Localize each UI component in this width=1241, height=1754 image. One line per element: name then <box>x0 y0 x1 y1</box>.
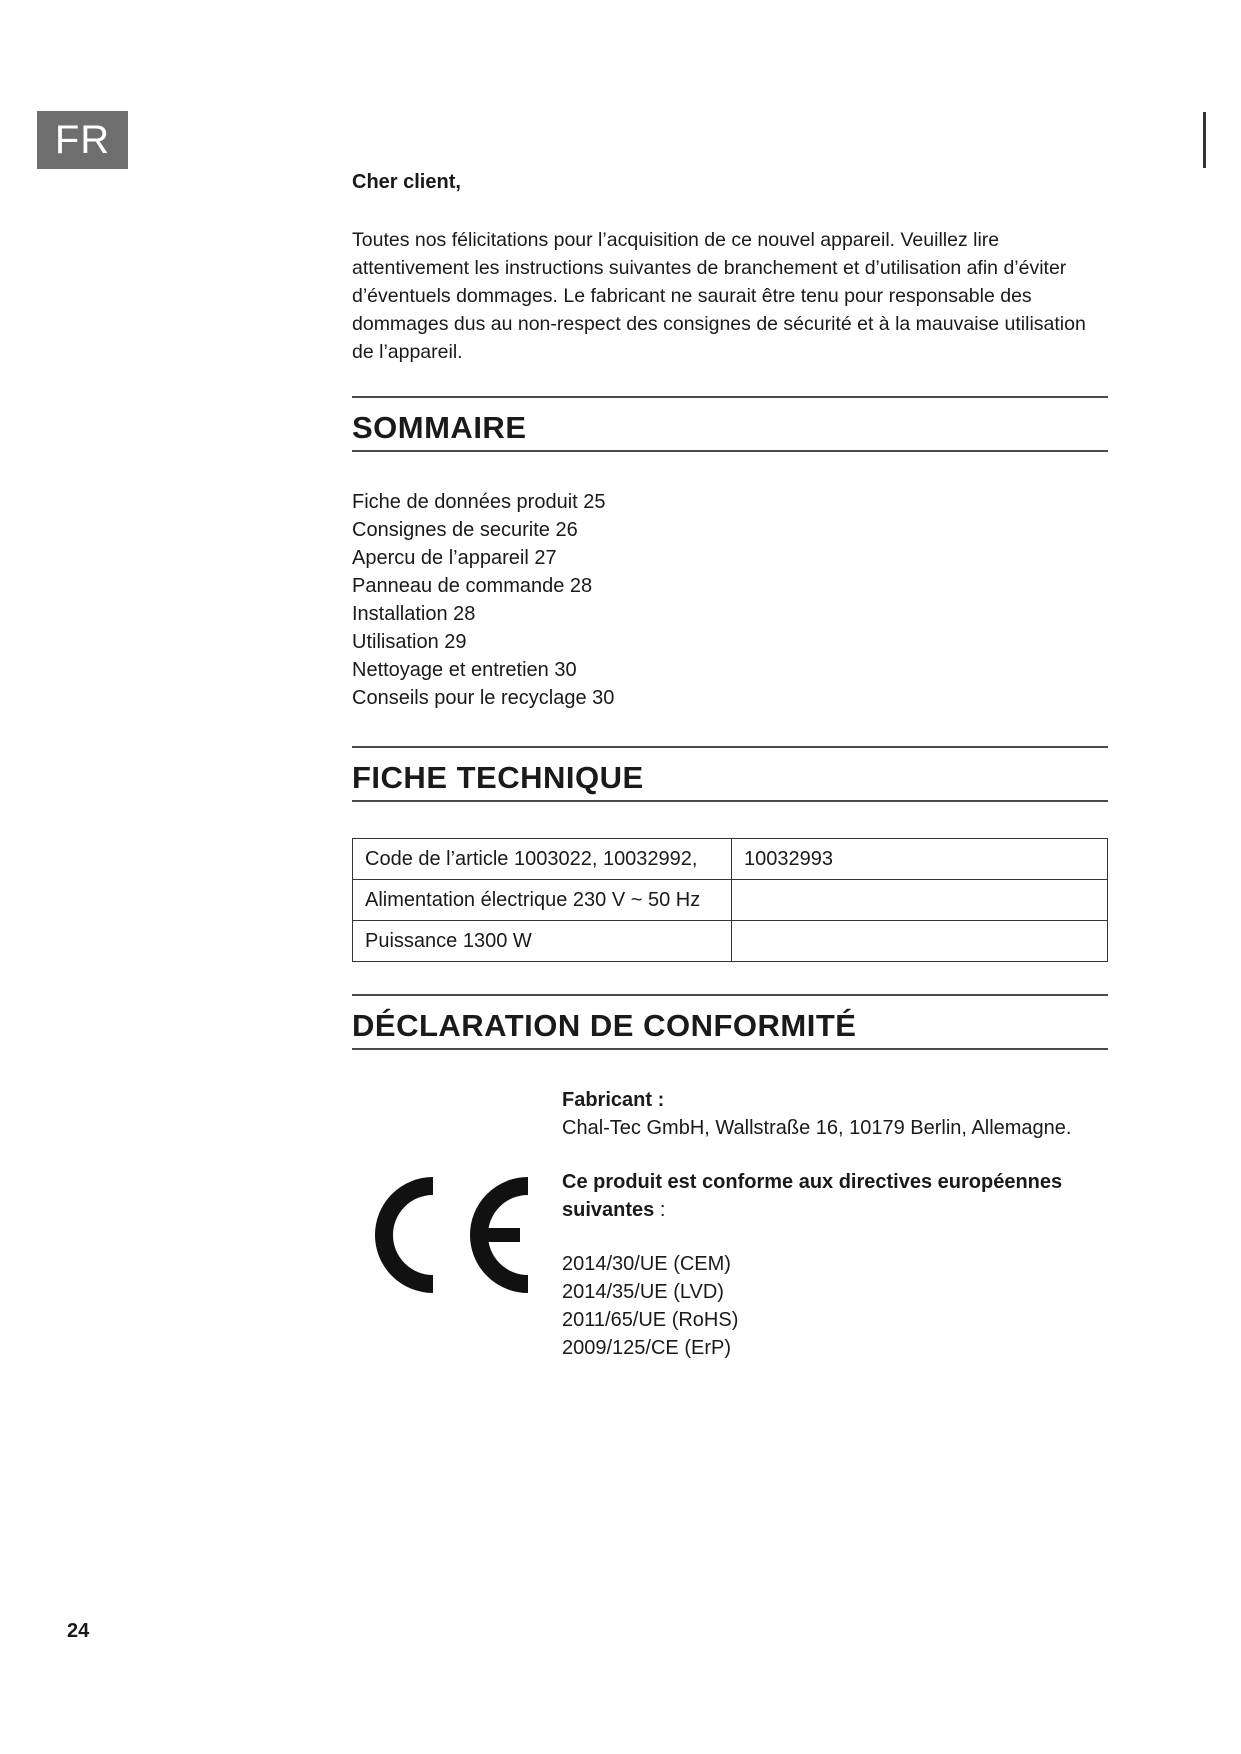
intro-paragraph: Toutes nos félicitations pour l’acquisition de ce nouvel appareil. Veuillez lire attentivement les instructions suivantes de branchement et d’utilisation afin d’éviter d’éventuels dommages. Le fabricant ne saurait être tenu pour responsable des dommages dus au non-respect des consignes de sécurité et à la mauvaise utilisation de l’appareil. <box>352 229 1086 363</box>
conform-statement <box>562 1168 1108 1224</box>
directive-item: 2009/125/CE (ErP) <box>562 1337 731 1359</box>
spec-label: Code de l’article 1003022, 10032992, <box>353 839 732 880</box>
toc-item: Apercu de l’appareil 27 <box>352 547 557 569</box>
directive-item: 2011/65/UE (RoHS) <box>562 1309 739 1331</box>
conform-suffix: : <box>654 1199 666 1221</box>
table-row <box>353 839 1108 880</box>
table-of-contents <box>352 488 1108 712</box>
page-content <box>352 168 1108 1406</box>
manufacturer-address: Chal-Tec GmbH, Wallstraße 16, 10179 Berlin, Allemagne. <box>562 1117 1072 1139</box>
toc-item: Nettoyage et entretien 30 <box>352 659 577 681</box>
conformity-block <box>352 1086 1108 1406</box>
spec-value: 10032993 <box>732 839 1108 880</box>
toc-item: Fiche de données produit 25 <box>352 491 606 513</box>
page-number: 24 <box>67 1620 90 1642</box>
conformity-text <box>562 1086 1108 1362</box>
language-tab: FR <box>37 111 128 169</box>
toc-item: Conseils pour le recyclage 30 <box>352 687 615 709</box>
toc-item: Installation 28 <box>352 603 476 625</box>
ce-logo <box>368 1172 532 1298</box>
toc-item: Consignes de securite 26 <box>352 519 578 541</box>
spec-value <box>732 921 1108 962</box>
spec-label: Alimentation électrique 230 V ~ 50 Hz <box>353 880 732 921</box>
table-row <box>353 880 1108 921</box>
conform-label: Ce produit est conforme aux directives européennes suivantes <box>562 1171 1063 1221</box>
section-title-fiche-technique: FICHE TECHNIQUE <box>352 746 1108 802</box>
table-row <box>353 921 1108 962</box>
spec-value <box>732 880 1108 921</box>
spec-table <box>352 838 1108 962</box>
manufacturer-label: Fabricant : <box>562 1089 665 1111</box>
directive-item: 2014/35/UE (LVD) <box>562 1281 724 1303</box>
page-edge-mark <box>1203 112 1206 168</box>
toc-item: Utilisation 29 <box>352 631 467 653</box>
directive-item: 2014/30/UE (CEM) <box>562 1253 731 1275</box>
section-title-declaration: DÉCLARATION DE CONFORMITÉ <box>352 994 1108 1050</box>
spec-label: Puissance 1300 W <box>353 921 732 962</box>
toc-item: Panneau de commande 28 <box>352 575 593 597</box>
greeting: Cher client, <box>352 171 461 193</box>
section-title-sommaire: SOMMAIRE <box>352 396 1108 452</box>
